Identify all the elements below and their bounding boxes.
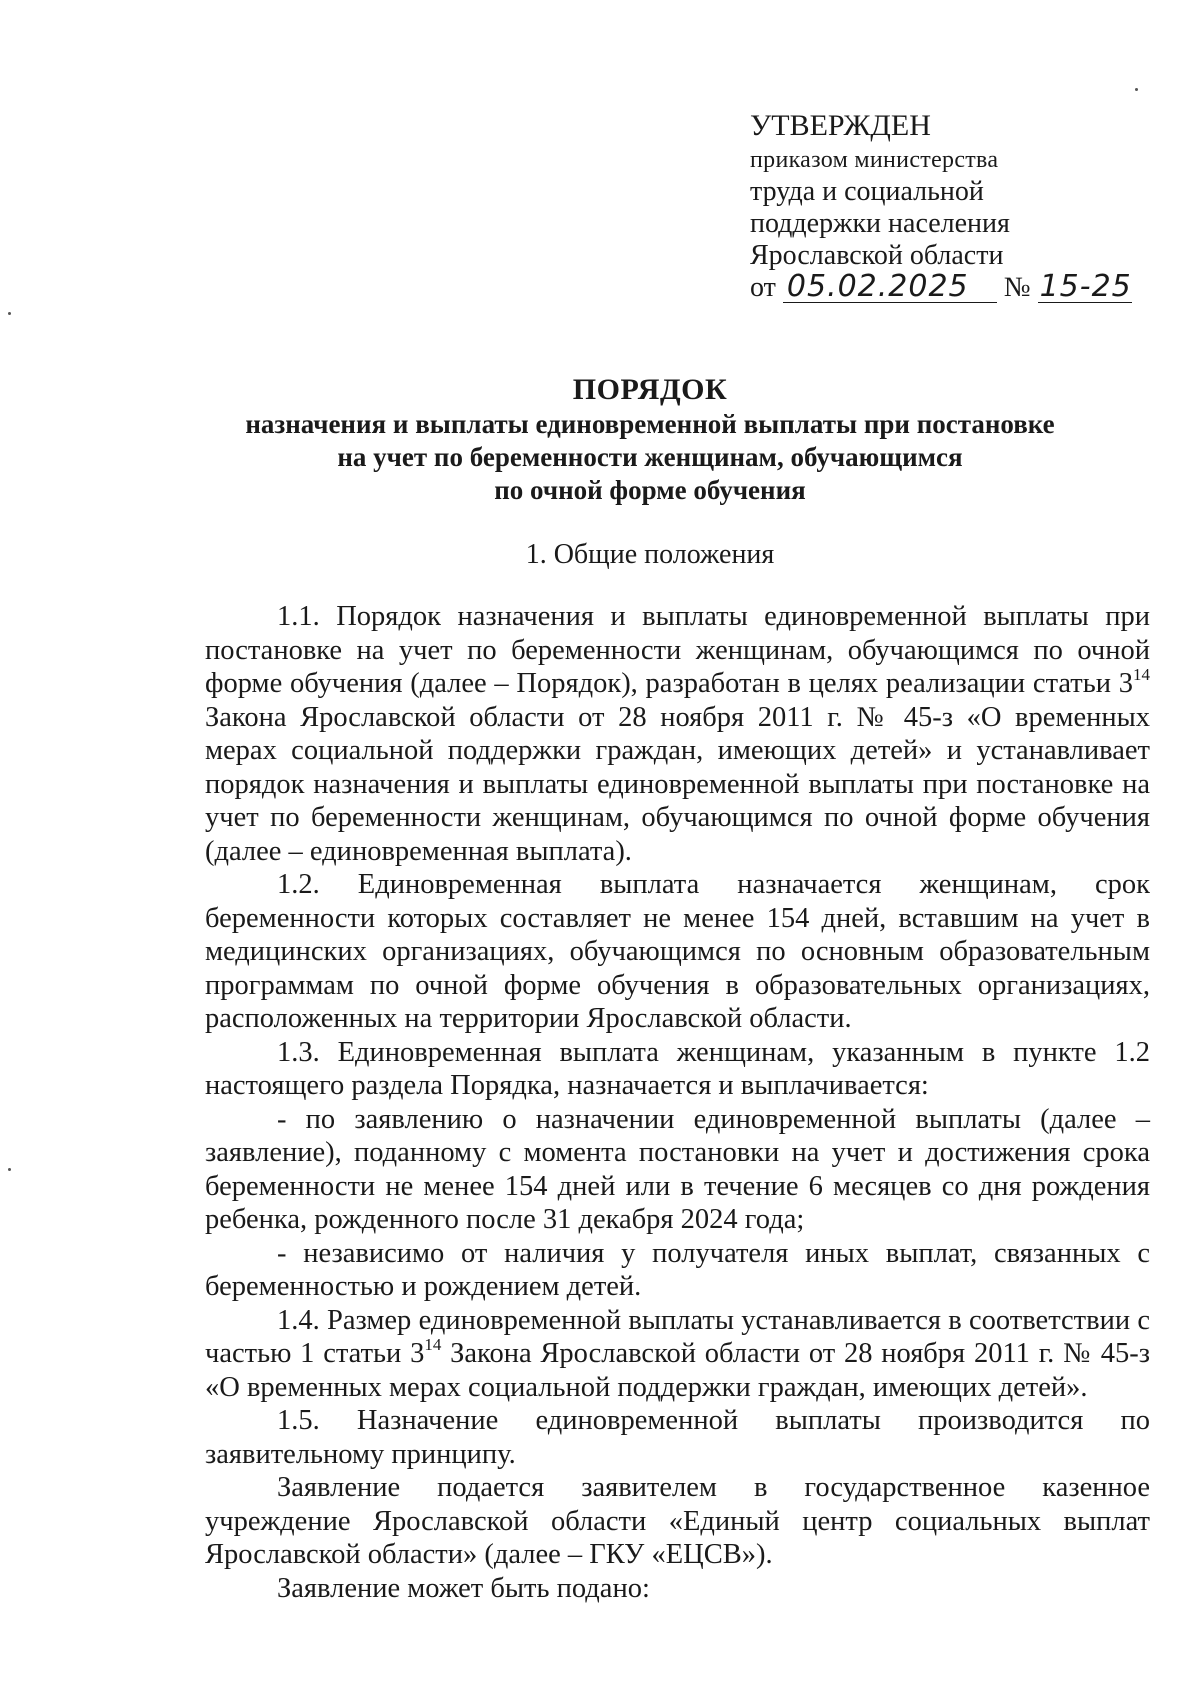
paragraph: 1.4. Размер единовременной выплаты устанавливается в соответствии с частью 1 статьи $3^{14}$ Закона Ярославской области от 28 ноября 2011 г. № 45-з «О временных мерах социальной поддержки граждан, имеющих детей».	[205, 1304, 1150, 1403]
scan-speck	[8, 1168, 11, 1171]
paragraph: 1.3. Единовременная выплата женщинам, указанным в пункте 1.2 настоящего раздела Порядка, назначается и выплачивается:	[205, 1036, 1150, 1101]
paragraph: 1.5. Назначение единовременной выплаты производится по заявительному принципу.	[205, 1405, 1150, 1470]
handwritten-date: 05.02.2025	[783, 272, 997, 303]
paragraph: Заявление подается заявителем в государственное казенное учреждение Ярославской области «Единый центр социальных выплат Ярославской области» (далее – ГКУ «ЕЦСВ»).	[205, 1472, 1150, 1570]
document-body	[205, 600, 1150, 1605]
paragraph: 1.1. Порядок назначения и выплаты единовременной выплаты при постановке на учет по беременности женщинам, обучающимся по очной форме обучения (далее – Порядок), разработан в целях реализации статьи $3^{14}$ Закона Ярославской области от 28 ноября 2011 г. № 45-з «О временных мерах социальной поддержки граждан, имеющих детей» и устанавливает порядок назначения и выплаты единовременной выплаты при постановке на учет по беременности женщинам, обучающимся по очной форме обучения (далее – единовременная выплата).	[205, 601, 1150, 867]
approval-stamp	[750, 110, 1170, 304]
handwritten-number: 15-25	[1039, 269, 1132, 304]
title-main: ПОРЯДОК	[572, 373, 728, 406]
approval-dateline	[750, 269, 1170, 304]
scan-speck	[8, 312, 11, 315]
paragraph: - по заявлению о назначении единовременной выплаты (далее – заявление), поданному с момента постановки на учет и достижения срока беременности не менее 154 дней или в течение 6 месяцев со дня рождения ребенка, рожденного после 31 декабря 2024 года;	[205, 1103, 1150, 1235]
approval-head: УТВЕРЖДЕН	[750, 109, 931, 142]
approval-line: Ярославской области	[750, 240, 1004, 271]
date-prefix: от	[750, 272, 776, 303]
number-prefix: №	[1003, 272, 1031, 303]
document-title	[200, 372, 1100, 507]
section-heading: 1. Общие положения	[525, 539, 775, 570]
scan-speck	[1135, 88, 1138, 91]
title-line: по очной форме обучения	[494, 475, 806, 505]
approval-by: приказом министерства	[750, 147, 999, 173]
approval-line: труда и социальной	[750, 176, 984, 207]
paragraph: Заявление может быть подано:	[277, 1572, 650, 1604]
approval-line: поддержки населения	[750, 208, 1010, 239]
paragraph: 1.2. Единовременная выплата назначается женщинам, срок беременности которых составляет не менее 154 дней, вставшим на учет в медицинских организациях, обучающимся по основным образовательным программам по очной форме обучения в образовательных организациях, расположенных на территории Ярославской области.	[205, 869, 1150, 1034]
title-line: назначения и выплаты единовременной выплаты при постановке	[245, 409, 1055, 439]
paragraph: - независимо от наличия у получателя иных выплат, связанных с беременностью и рождением детей.	[205, 1237, 1150, 1302]
title-line: на учет по беременности женщинам, обучающимся	[337, 442, 963, 472]
